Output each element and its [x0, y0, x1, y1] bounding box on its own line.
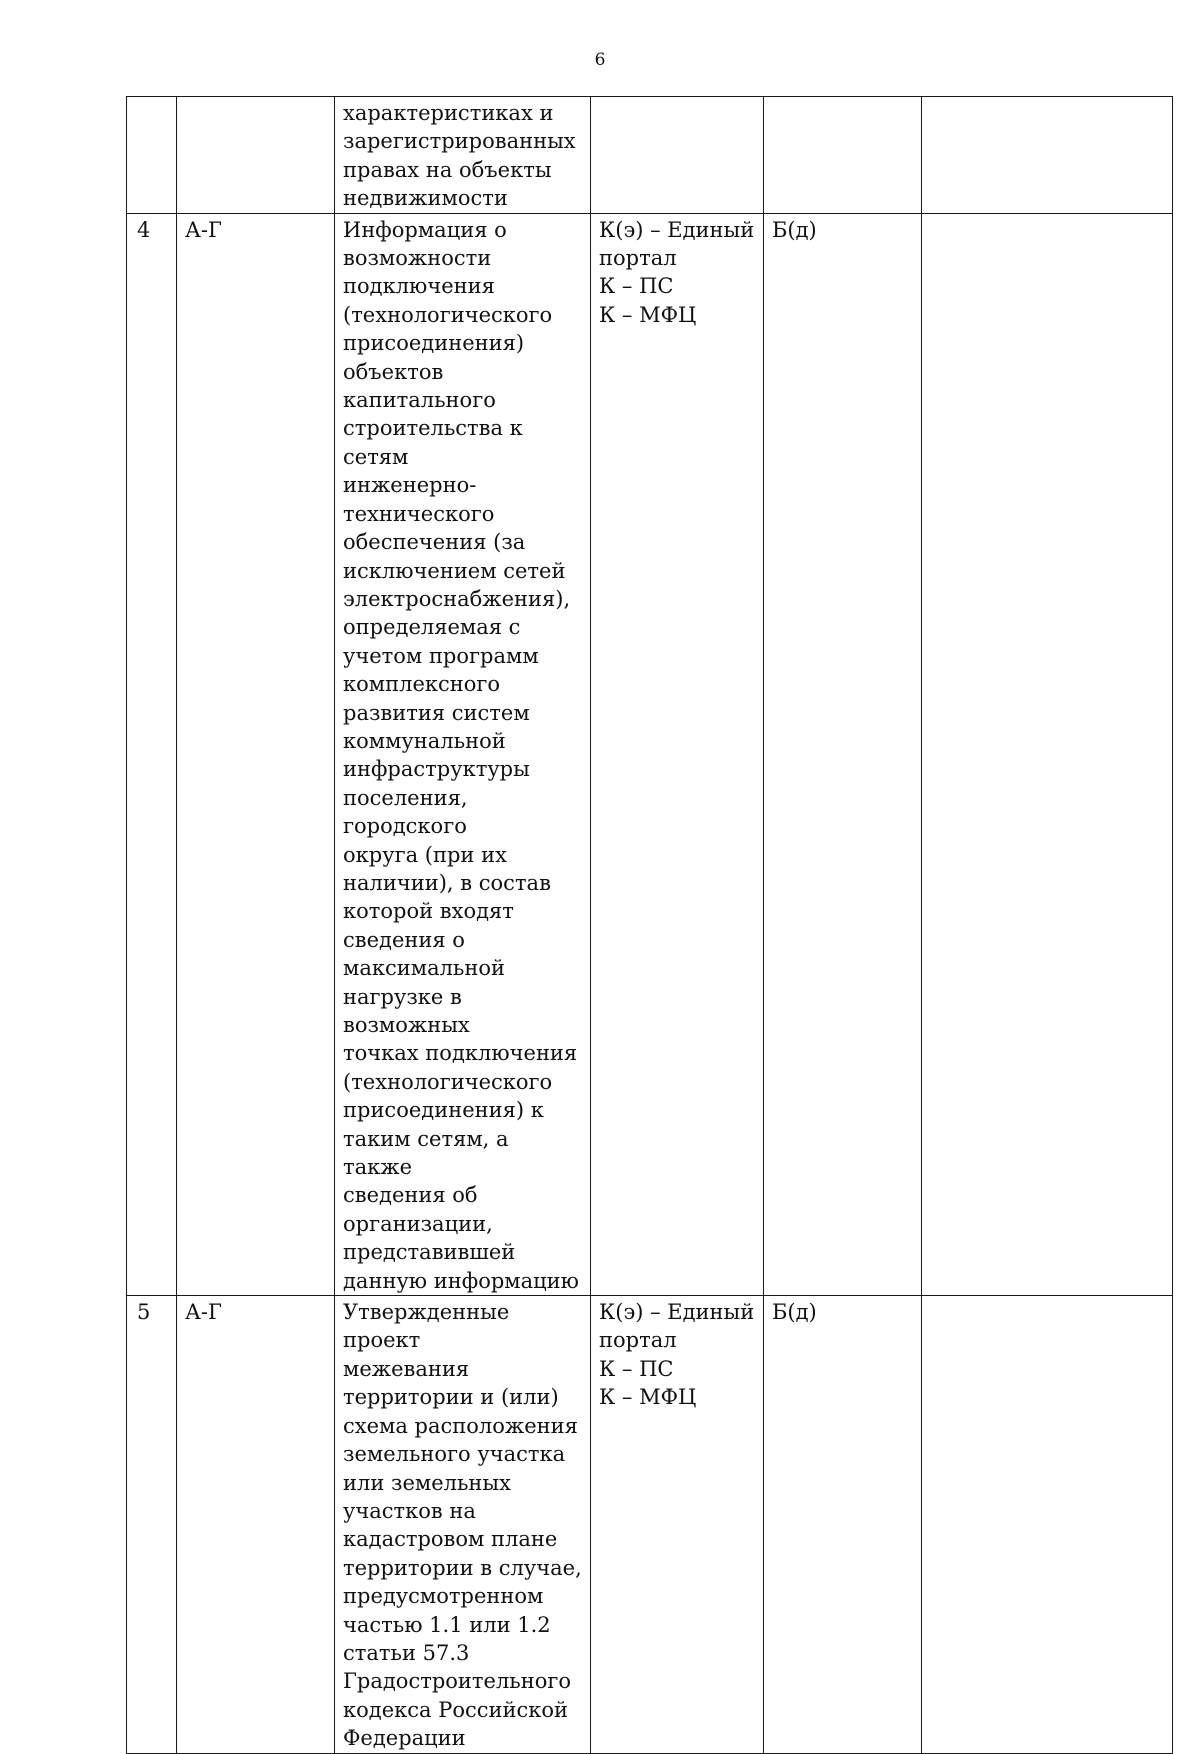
document-text: Информация о возможности подключения (технологического присоединения) объектов капитального строительства к сетям инженерно- технического обеспечения (за исключением сетей электроснабжения), определяемая с учетом программ комплексного развития систем коммунальной инфраструктуры поселения, городского округа (при их наличии), в состав которой входят сведения о максимальной нагрузке в возможных точках подключения (технологического присоединения) к таким сетям, а также сведения об организации, представившей данную информацию: [343, 217, 579, 1293]
row-number-cell: [127, 97, 177, 214]
table-row: [127, 97, 1173, 214]
document-text: характеристиках и зарегистрированных правах на объекты недвижимости: [343, 101, 576, 211]
documents-table: [126, 96, 1173, 1754]
row-number-cell: [127, 1296, 177, 1754]
form-cell: [764, 97, 922, 214]
form-text: Б(д): [772, 1300, 817, 1325]
table-row: [127, 1296, 1173, 1754]
method-text: К(э) – Единый портал К – ПС К – МФЦ: [599, 217, 755, 327]
method-cell: [591, 1296, 764, 1754]
form-cell: [764, 1296, 922, 1754]
method-cell: [591, 213, 764, 1295]
category-cell: [177, 213, 335, 1295]
category-cell: [177, 97, 335, 214]
row-number: 5: [137, 1300, 151, 1325]
note-cell: [922, 97, 1173, 214]
row-number-cell: [127, 213, 177, 1295]
document-cell: [335, 213, 591, 1295]
document-text: Утвержденные проект межевания территории и (или) схема расположения земельного участка или земельных участков на кадастровом плане территории в случае, предусмотренном частью 1.1 или 1.2 статьи 57.3 Градостроительного кодекса Российской Федерации: [343, 1300, 582, 1751]
row-number: 4: [137, 217, 151, 242]
form-text: Б(д): [772, 217, 817, 242]
note-cell: [922, 1296, 1173, 1754]
note-cell: [922, 213, 1173, 1295]
method-cell: [591, 97, 764, 214]
method-text: К(э) – Единый портал К – ПС К – МФЦ: [599, 1300, 755, 1410]
category-text: А-Г: [185, 217, 222, 242]
document-cell: [335, 97, 591, 214]
page-number: 6: [594, 50, 606, 70]
category-cell: [177, 1296, 335, 1754]
document-cell: [335, 1296, 591, 1754]
category-text: А-Г: [185, 1300, 222, 1325]
form-cell: [764, 213, 922, 1295]
table-row: [127, 213, 1173, 1295]
